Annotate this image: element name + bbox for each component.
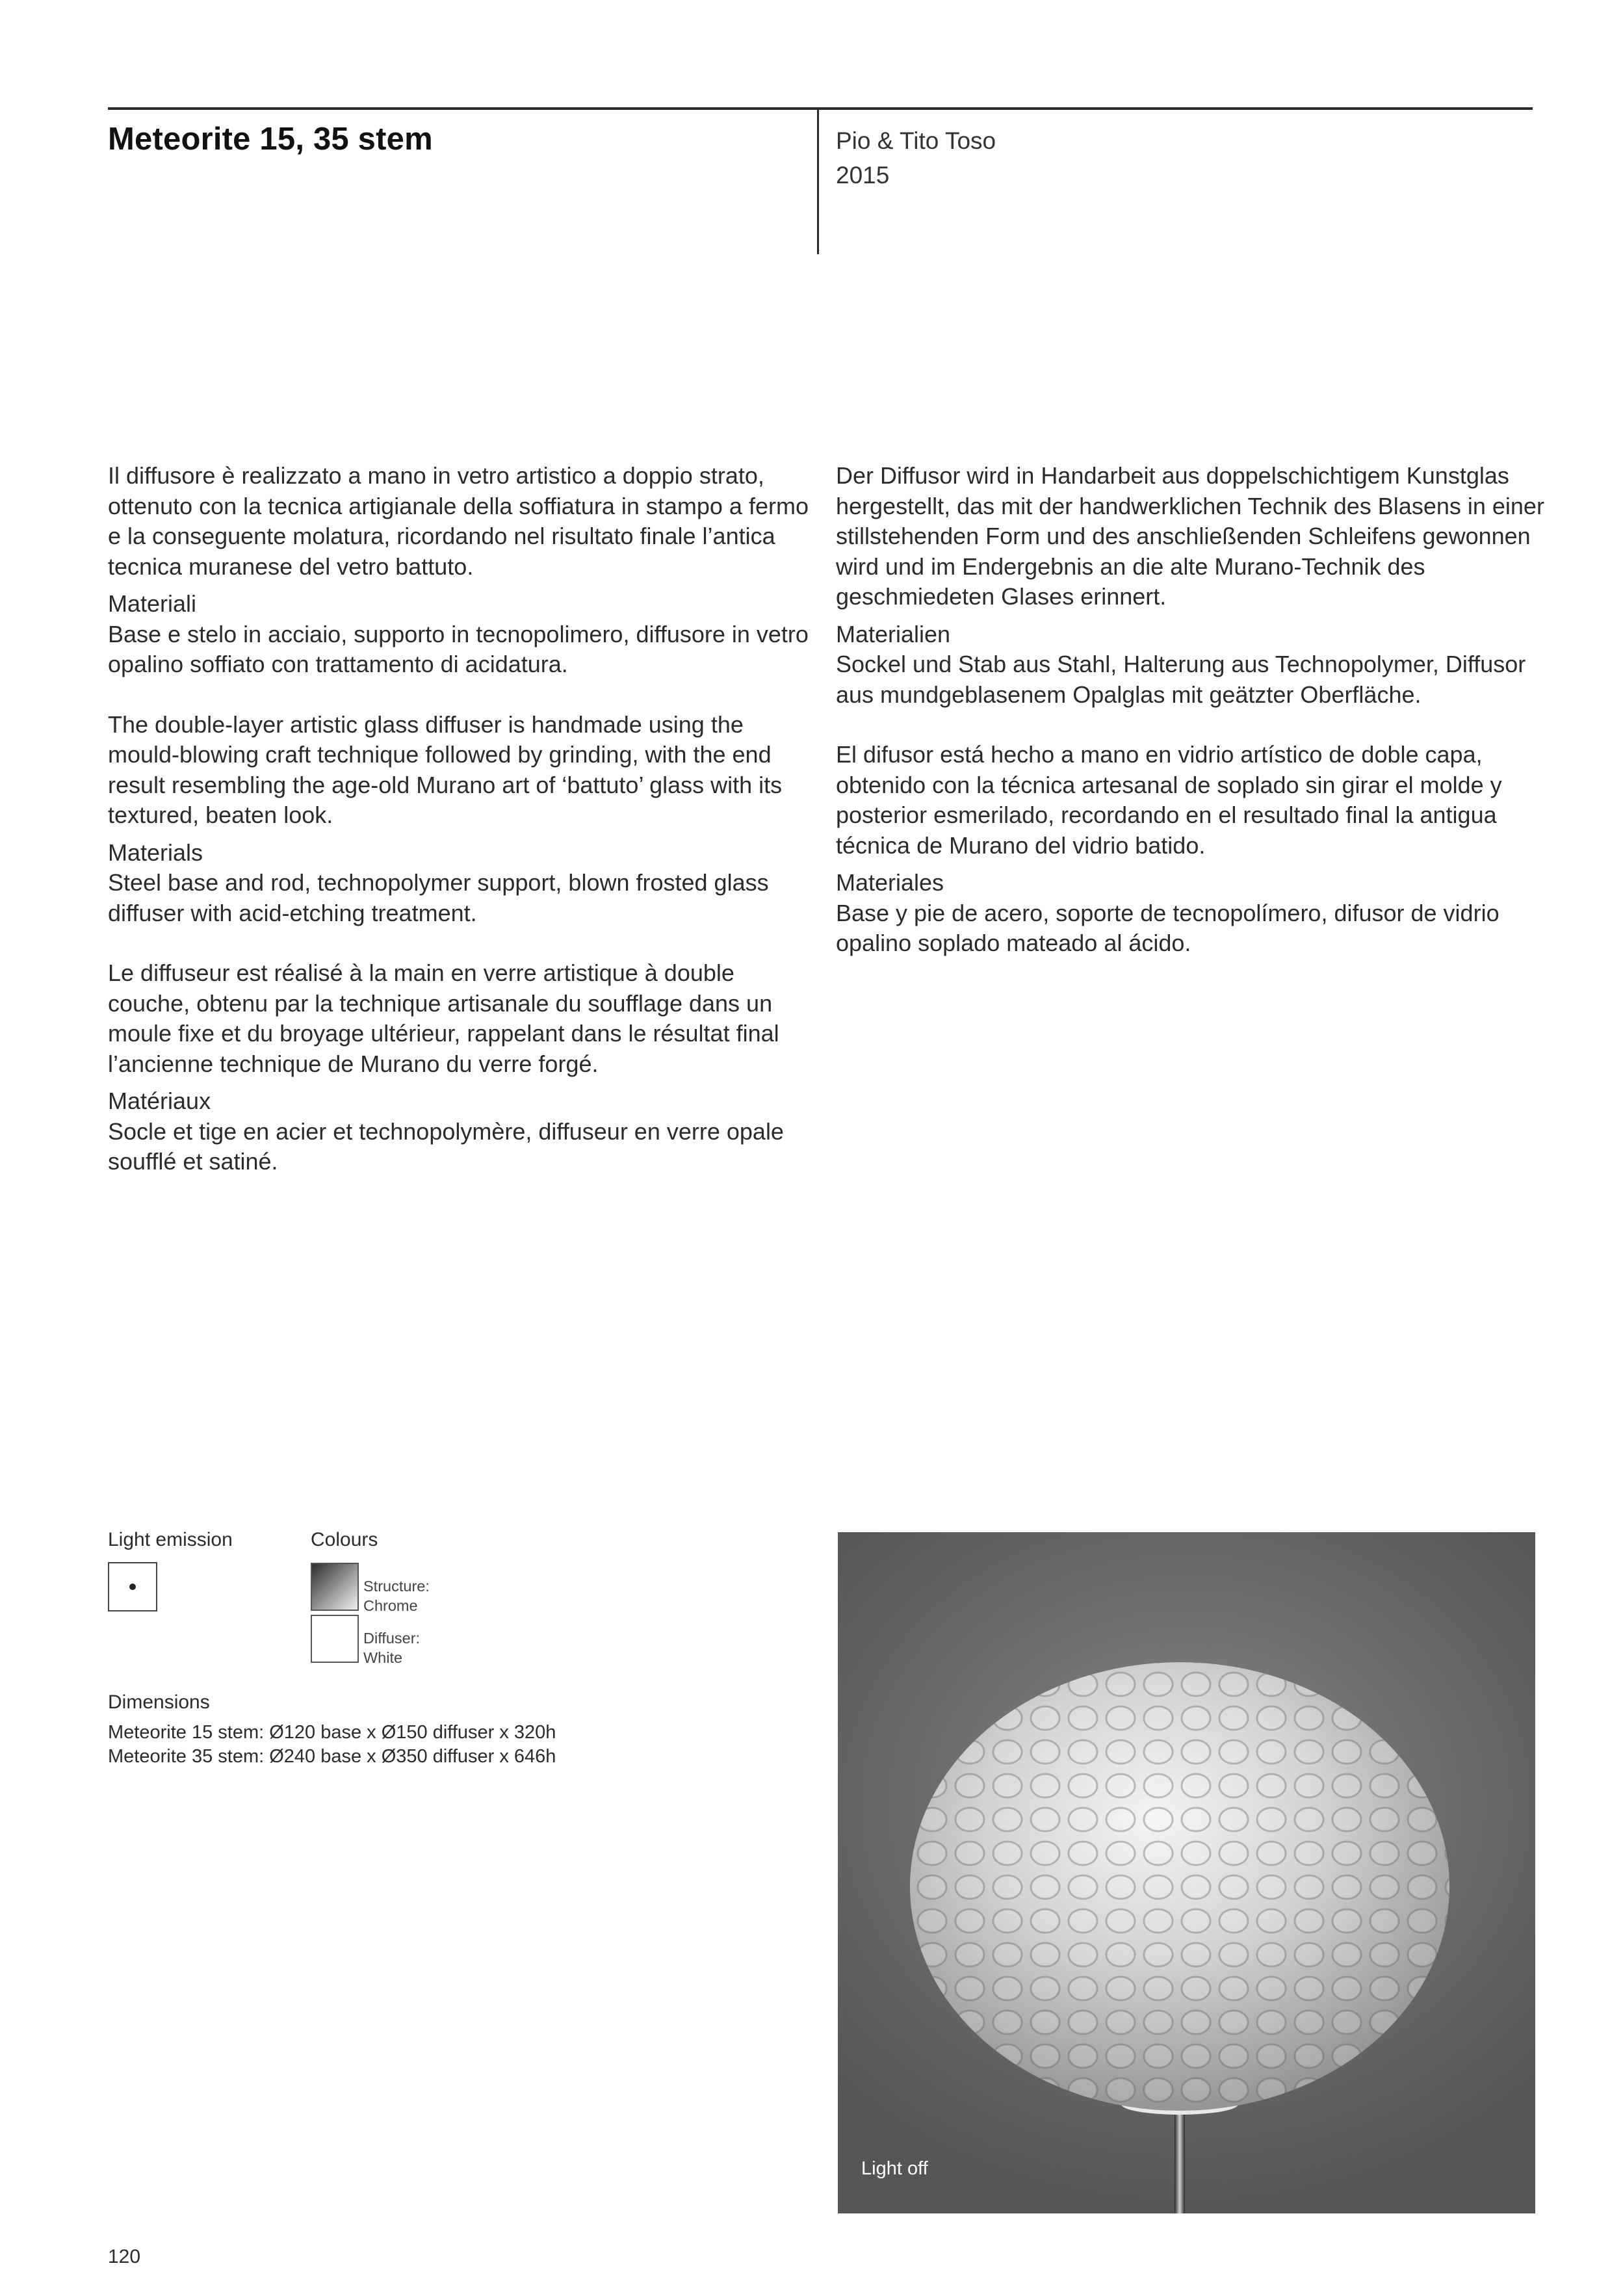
product-title: Meteorite 15, 35 stem	[108, 122, 433, 157]
description-fr	[108, 958, 810, 1177]
structure-label: Structure:	[363, 1578, 430, 1595]
lamp-stem	[1175, 2104, 1185, 2213]
hammered-texture	[910, 1662, 1449, 2111]
materials-text: Base e stelo in acciaio, supporto in tecnopolimero, diffusore in vetro opalino soffiato con trattamento di acidatura.	[108, 620, 809, 677]
point-light-icon	[129, 1584, 136, 1590]
designer-block	[836, 124, 996, 192]
materials-text: Sockel und Stab aus Stahl, Halterung aus Technopolymer, Diffusor aus mundgeblasenem Opalglas mit geätzter Oberfläche.	[836, 651, 1526, 708]
dimension-row: Meteorite 15 stem: Ø120 base x Ø150 diffuser x 320h	[108, 1722, 556, 1743]
description-text: Il diffusore è realizzato a mano in vetro artistico a doppio strato, ottenuto con la tecnica artigianale della soffiatura in stampo a fermo e la conseguente molatura, ricordando nel risultato finale l’antica tecnica muranese del vetro battuto.	[108, 462, 809, 580]
materials-heading: Materialien	[836, 620, 951, 647]
header-rule	[108, 107, 1533, 110]
materials-heading: Materiales	[836, 869, 944, 896]
header-divider	[817, 107, 819, 254]
description-text: El difusor está hecho a mano en vidrio artístico de doble capa, obtenido con la técnica artesanal de soplado sin girar el molde y posterior esmerilado, recordando en el resultado final la antigua técnica de Murano del vidrio batido.	[836, 741, 1502, 859]
structure-value: Chrome	[363, 1597, 418, 1614]
light-emission-icon	[108, 1562, 157, 1611]
materials-text: Socle et tige en acier et technopolymère, diffuseur en verre opale soufflé et satiné.	[108, 1117, 784, 1175]
light-emission-label: Light emission	[108, 1529, 233, 1550]
product-photo	[838, 1532, 1535, 2213]
description-text: The double-layer artistic glass diffuser is handmade using the mould-blowing craft technique followed by grinding, with the end result resembling the age-old Murano art of ‘battuto’ glass with its textured, beaten look.	[108, 711, 783, 828]
dimensions-list	[108, 1721, 556, 1769]
dimensions-label: Dimensions	[108, 1691, 210, 1713]
colours-label: Colours	[311, 1529, 378, 1550]
structure-colour	[363, 1576, 430, 1615]
diffuser-value: White	[363, 1649, 403, 1666]
photo-caption: Light off	[861, 2158, 928, 2179]
description-text: Der Diffusor wird in Handarbeit aus doppelschichtigem Kunstglas hergestellt, das mit der handwerklichen Technik des Blasens in einer stillstehenden Form und des anschließenden Schleifens gewonnen wird und im Endergebnis an die alte Murano-Technik des geschmiedeten Glases erinnert.	[836, 462, 1544, 610]
materials-heading: Materiali	[108, 590, 197, 617]
description-column-left	[108, 461, 810, 1177]
designer-name: Pio & Tito Toso	[836, 127, 996, 154]
diffuser-label: Diffuser:	[363, 1630, 421, 1647]
description-it	[108, 461, 810, 680]
description-de	[836, 461, 1544, 710]
description-text: Le diffuseur est réalisé à la main en verre artistique à double couche, obtenu par la technique artisanale du soufflage dans un moule fixe et du broyage ultérieur, rappelant dans le résultat final l’ancienne technique de Murano du verre forgé.	[108, 959, 779, 1077]
materials-heading: Materials	[108, 839, 203, 866]
materials-heading: Matériaux	[108, 1088, 211, 1114]
description-column-right	[836, 461, 1544, 959]
page-number: 120	[108, 2246, 141, 2267]
design-year: 2015	[836, 162, 890, 189]
white-swatch	[311, 1615, 359, 1663]
description-es	[836, 740, 1544, 959]
diffuser-colour	[363, 1628, 420, 1667]
materials-text: Base y pie de acero, soporte de tecnopolímero, difusor de vidrio opalino soplado mateado al ácido.	[836, 899, 1500, 956]
description-en	[108, 710, 810, 929]
dimension-row: Meteorite 35 stem: Ø240 base x Ø350 diffuser x 646h	[108, 1746, 556, 1767]
materials-text: Steel base and rod, technopolymer support, blown frosted glass diffuser with acid-etching treatment.	[108, 869, 769, 926]
lamp-illustration	[838, 1532, 1535, 2213]
chrome-swatch	[311, 1563, 359, 1611]
